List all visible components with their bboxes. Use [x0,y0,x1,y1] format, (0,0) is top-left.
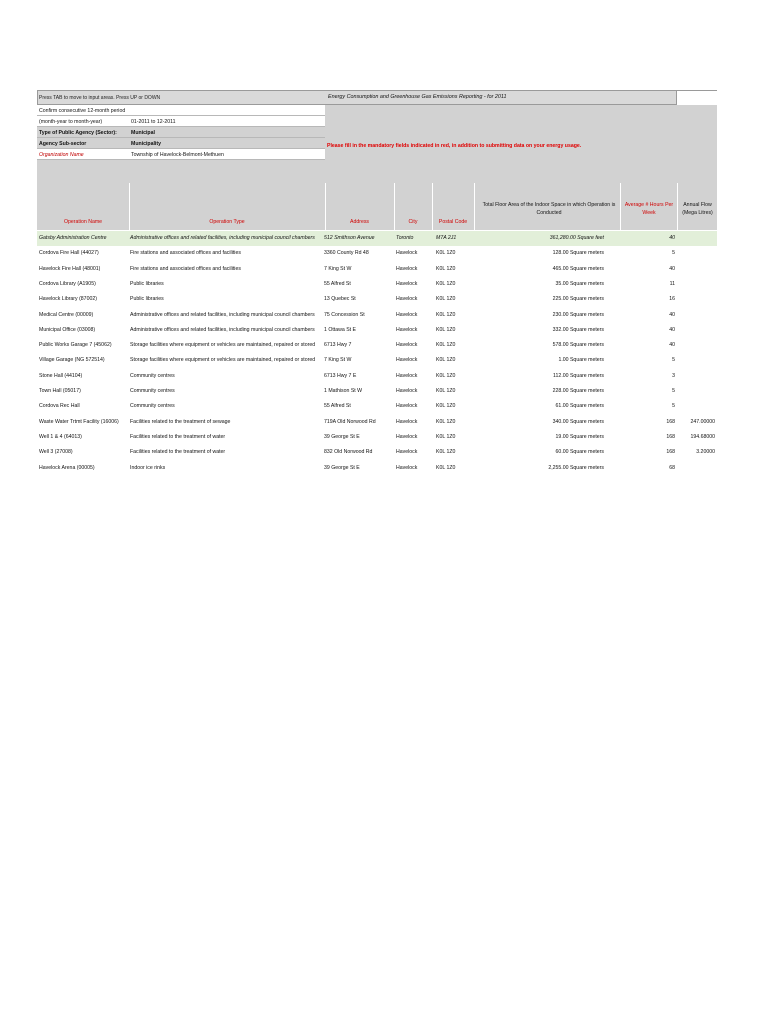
cell-operation-type[interactable]: Community centres [130,388,175,394]
cell-operation-name[interactable]: Cordova Fire Hall (44027) [39,250,99,257]
cell-avg-hours[interactable]: 5 [672,388,675,394]
table-row[interactable] [37,308,717,323]
cell-operation-type[interactable]: Administrative offices and related facilities, including municipal council chambers [130,235,315,241]
cell-operation-type[interactable]: Community centres [130,403,175,410]
cell-annual-flow[interactable]: 3.20000 [696,449,715,456]
cell-operation-name[interactable]: Town Hall (05017) [39,388,81,394]
organization-name-input[interactable]: Township of Havelock-Belmont-Methuen [129,149,325,160]
cell-city[interactable]: Havelock [396,265,418,272]
cell-avg-hours[interactable]: 16 [669,296,675,303]
cell-address[interactable]: 39 George St E [324,433,360,440]
cell-floor-area[interactable]: 332.00 Square meters [552,326,604,333]
cell-city[interactable]: Havelock [396,296,418,303]
cell-postal-code[interactable]: K0L 1Z0 [436,311,456,318]
cell-floor-area[interactable]: 361,280.00 Square feet [549,235,604,241]
table-row[interactable] [37,353,717,368]
table-row[interactable] [37,292,717,307]
cell-floor-area[interactable]: 128.00 Square meters [552,250,604,257]
table-row[interactable] [37,277,717,292]
table-row[interactable] [37,323,717,338]
table-row[interactable] [37,430,717,445]
cell-address[interactable]: 512 Smithson Avenue [324,235,375,241]
cell-avg-hours[interactable]: 5 [672,403,675,410]
cell-operation-name[interactable]: Well 3 (27008) [39,449,73,456]
cell-city[interactable]: Havelock [396,357,418,364]
col-header-operation-type[interactable]: Operation Type [209,219,245,225]
cell-postal-code[interactable]: K0L 1Z0 [436,280,456,287]
cell-operation-type[interactable]: Public libraries [130,296,164,303]
cell-operation-name[interactable]: Municipal Office (03008) [39,326,96,333]
cell-address[interactable]: 55 Alfred St [324,403,351,410]
cell-operation-type[interactable]: Administrative offices and related facilities, including municipal council chambers [130,311,315,318]
cell-floor-area[interactable]: 578.00 Square meters [552,342,604,349]
cell-address[interactable]: 3360 County Rd 48 [324,250,369,257]
col-header-avg-hours[interactable]: Average # Hours Per Week [624,202,674,216]
cell-postal-code[interactable]: K0L 1Z0 [436,326,456,333]
cell-postal-code[interactable]: K0L 1Z0 [436,296,456,303]
table-row[interactable] [37,231,717,246]
table-row[interactable] [37,445,717,460]
cell-address[interactable]: 75 Concession St [324,311,365,318]
agency-subsector-label: Agency Sub-sector [37,138,129,149]
cell-avg-hours[interactable]: 168 [666,418,675,425]
cell-avg-hours[interactable]: 168 [666,433,675,440]
cell-avg-hours[interactable]: 40 [669,326,675,333]
cell-postal-code[interactable]: K0L 1Z0 [436,418,456,425]
cell-operation-type[interactable]: Storage facilities where equipment or vehicles are maintained, repaired or stored [130,357,316,364]
cell-operation-name[interactable]: Well 1 & 4 (64013) [39,433,82,440]
cell-operation-type[interactable]: Fire stations and associated offices and facilities [130,250,241,257]
cell-operation-type[interactable]: Public libraries [130,280,164,287]
col-header-operation-name[interactable]: Operation Name [63,219,103,225]
cell-city[interactable]: Havelock [396,388,418,394]
reporting-period-input[interactable]: 01-2011 to 12-2011 [129,116,325,127]
header-divider [620,183,621,230]
cell-address[interactable]: 55 Alfred St [324,280,351,287]
cell-address[interactable]: 13 Quebec St [324,296,356,303]
cell-avg-hours[interactable]: 40 [669,235,675,241]
header-divider [474,183,475,230]
cell-operation-name[interactable]: Gatsby Administration Centre [39,235,107,241]
cell-postal-code[interactable]: K0L 1Z0 [436,372,456,379]
cell-floor-area[interactable]: 230.00 Square meters [552,311,604,318]
cell-operation-name[interactable]: Cordova Library (A1905) [39,280,96,287]
cell-address[interactable]: 7 King St W [324,357,352,364]
cell-floor-area[interactable]: 228.00 Square meters [552,388,604,394]
col-header-postal-code[interactable]: Postal Code [438,219,468,225]
cell-floor-area[interactable]: 465.00 Square meters [552,265,604,272]
title-bar [37,90,677,105]
cell-annual-flow[interactable]: 247.00000 [690,418,715,425]
cell-floor-area[interactable]: 61.00 Square meters [555,403,604,410]
cell-floor-area[interactable]: 2,255.00 Square meters [548,464,604,471]
cell-address[interactable]: 6713 Hwy 7 E [324,372,357,379]
cell-postal-code[interactable]: K0L 1Z0 [436,250,456,257]
cell-operation-type[interactable]: Storage facilities where equipment or vehicles are maintained, repaired or stored [130,342,316,349]
cell-floor-area[interactable]: 225.00 Square meters [552,296,604,303]
cell-postal-code[interactable]: M7A 2J1 [436,235,457,241]
cell-avg-hours[interactable]: 168 [666,449,675,456]
cell-avg-hours[interactable]: 68 [669,464,675,471]
cell-operation-type[interactable]: Administrative offices and related facilities, including municipal council chambers [130,326,315,333]
cell-city[interactable]: Havelock [396,250,418,257]
cell-operation-name[interactable]: Havelock Library (87002) [39,296,97,303]
cell-operation-name[interactable]: Stone Hall (44104) [39,372,83,379]
cell-city[interactable]: Havelock [396,418,418,425]
cell-operation-name[interactable]: Waste Water Trtmt Facility (16006) [39,418,119,425]
cell-floor-area[interactable]: 60.00 Square meters [555,449,604,456]
cell-address[interactable]: 7 King St W [324,265,352,272]
table-row[interactable] [37,384,717,399]
col-header-annual-flow[interactable]: Annual Flow (Mega Litres) [682,202,713,216]
cell-floor-area[interactable]: 340.00 Square meters [552,418,604,425]
cell-operation-type[interactable]: Fire stations and associated offices and facilities [130,265,241,272]
cell-operation-name[interactable]: Havelock Fire Hall (48001) [39,265,101,272]
cell-city[interactable]: Havelock [396,342,418,349]
agency-subsector-value: Municipality [129,138,325,149]
cell-operation-name[interactable]: Cordova Rec Hall [39,403,80,410]
cell-city[interactable]: Havelock [396,464,418,471]
confirm-period-label-2: (month-year to month-year) [37,116,129,127]
table-row[interactable] [37,262,717,277]
cell-avg-hours[interactable]: 40 [669,311,675,318]
confirm-period-label-1: Confirm consecutive 12-month period [37,105,129,116]
cell-operation-name[interactable]: Medical Centre (00009) [39,311,94,318]
cell-floor-area[interactable]: 1.00 Square meters [558,357,604,364]
table-row[interactable] [37,399,717,414]
cell-address[interactable]: 6713 Hwy 7 [324,342,352,349]
cell-address[interactable]: 719A Old Norwood Rd [324,418,376,425]
confirm-period-blank [129,105,325,116]
cell-address[interactable]: 832 Old Norwood Rd [324,449,373,456]
col-header-city[interactable]: City [408,219,418,225]
table-row[interactable] [37,369,717,384]
cell-city[interactable]: Havelock [396,433,418,440]
cell-city[interactable]: Havelock [396,403,418,410]
cell-avg-hours[interactable]: 5 [672,250,675,257]
agency-type-value: Municipal [129,127,325,138]
table-row[interactable] [37,461,717,476]
report-title: Energy Consumption and Greenhouse Gas Emissions Reporting - for 2011 [328,94,507,100]
cell-avg-hours[interactable]: 40 [669,265,675,272]
cell-postal-code[interactable]: K0L 1Z0 [436,464,456,471]
cell-operation-type[interactable]: Facilities related to the treatment of water [130,433,226,440]
cell-address[interactable]: 1 Mathison St W [324,388,363,394]
organization-name-label: Organization Name [37,149,129,160]
cell-floor-area[interactable]: 112.00 Square meters [553,372,604,379]
cell-address[interactable]: 1 Ottawa St E [324,326,357,333]
cell-operation-type[interactable]: Facilities related to the treatment of sewage [130,418,231,425]
table-row[interactable] [37,415,717,430]
tab-hint-text: Press TAB to move to input areas. Press UP or DOWN [39,95,161,101]
cell-postal-code[interactable]: K0L 1Z0 [436,357,456,364]
cell-city[interactable]: Havelock [396,326,418,333]
col-header-address[interactable]: Address [349,219,370,225]
table-row[interactable] [37,246,717,261]
cell-city[interactable]: Toronto [396,235,414,241]
cell-postal-code[interactable]: K0L 1Z0 [436,265,456,272]
cell-city[interactable]: Havelock [396,449,418,456]
cell-city[interactable]: Havelock [396,372,418,379]
cell-postal-code[interactable]: K0L 1Z0 [436,388,456,394]
cell-city[interactable]: Havelock [396,311,418,318]
cell-operation-name[interactable]: Village Garage (NG 572514) [39,357,105,364]
cell-avg-hours[interactable]: 40 [669,342,675,349]
cell-avg-hours[interactable]: 3 [672,372,675,379]
table-row[interactable] [37,338,717,353]
cell-address[interactable]: 39 George St E [324,464,360,471]
title-bar-end [677,90,717,105]
col-header-floor-area[interactable]: Total Floor Area of the Indoor Space in which Operation is Conducted [482,202,616,216]
cell-operation-type[interactable]: Indoor ice rinks [130,464,166,471]
cell-avg-hours[interactable]: 5 [672,357,675,364]
cell-avg-hours[interactable]: 11 [669,280,675,287]
cell-postal-code[interactable]: K0L 1Z0 [436,433,456,440]
cell-annual-flow[interactable]: 194.68000 [690,433,715,440]
cell-operation-name[interactable]: Public Works Garage 7 (45062) [39,342,112,349]
mandatory-fields-notice: Please fill in the mandatory fields indicated in red, in addition to submitting data on your energy usage. [327,143,582,149]
cell-postal-code[interactable]: K0L 1Z0 [436,342,456,349]
cell-floor-area[interactable]: 35.00 Square meters [555,280,604,287]
cell-operation-type[interactable]: Facilities related to the treatment of water [130,449,226,456]
cell-operation-type[interactable]: Community centres [130,372,175,379]
info-spacer [37,160,325,183]
cell-floor-area[interactable]: 19.00 Square meters [555,433,604,440]
agency-type-label: Type of Public Agency (Sector): [37,127,129,138]
cell-operation-name[interactable]: Havelock Arena (00005) [39,464,95,471]
cell-postal-code[interactable]: K0L 1Z0 [436,449,456,456]
cell-postal-code[interactable]: K0L 1Z0 [436,403,456,410]
cell-city[interactable]: Havelock [396,280,418,287]
